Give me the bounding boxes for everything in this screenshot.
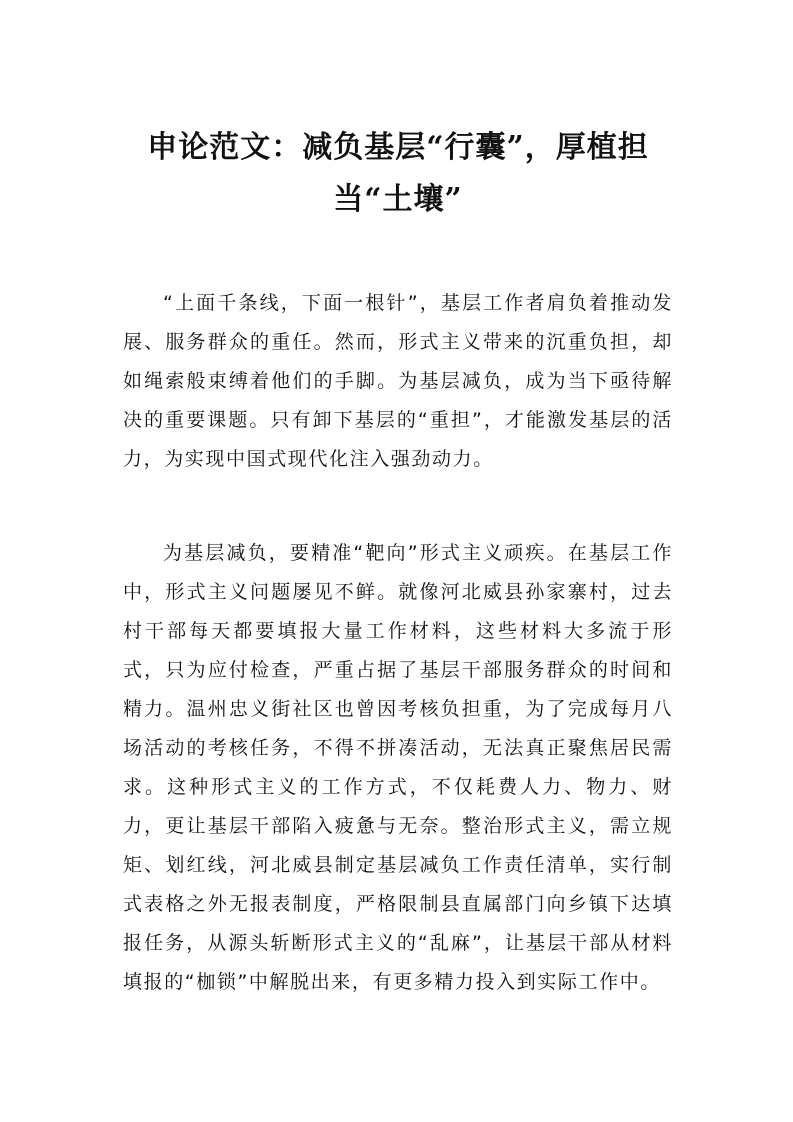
paragraph-2: 为基层减负，要精准“靶向”形式主义顽疾。在基层工作中，形式主义问题屡见不鲜。就像河北威县孙家寨村，过去村干部每天都要填报大量工作材料，这些材料大多流于形式，只为应付检查，严重占据了基层干部服务群众的时间和精力。温州忠义街社区也曾因考核负担重，为了完成每月八场活动的考核任务，不得不拼凑活动，无法真正聚焦居民需求。这种形式主义的工作方式，不仅耗费人力、物力、财力，更让基层干部陷入疲惫与无奈。整治形式主义，需立规矩、划红线，河北威县制定基层减负工作责任清单，实行制式表格之外无报表制度，严格限制县直属部门向乡镇下达填报任务，从源头斩断形式主义的“乱麻”，让基层干部从材料填报的“枷锁”中解脱出来，有更多精力投入到实际工作中。 (123, 542, 673, 993)
document-title: 申论范文：减负基层“行囊”，厚植担当“土壤” (147, 130, 649, 217)
paragraph-1: “上面千条线，下面一根针”，基层工作者肩负着推动发展、服务群众的重任。然而，形式主义带来的沉重负担，却如绳索般束缚着他们的手脚。为基层减负，成为当下亟待解决的重要课题。只有卸下基层的“重担”，才能激发基层的活力，为实现中国式现代化注入强劲动力。 (123, 292, 673, 470)
